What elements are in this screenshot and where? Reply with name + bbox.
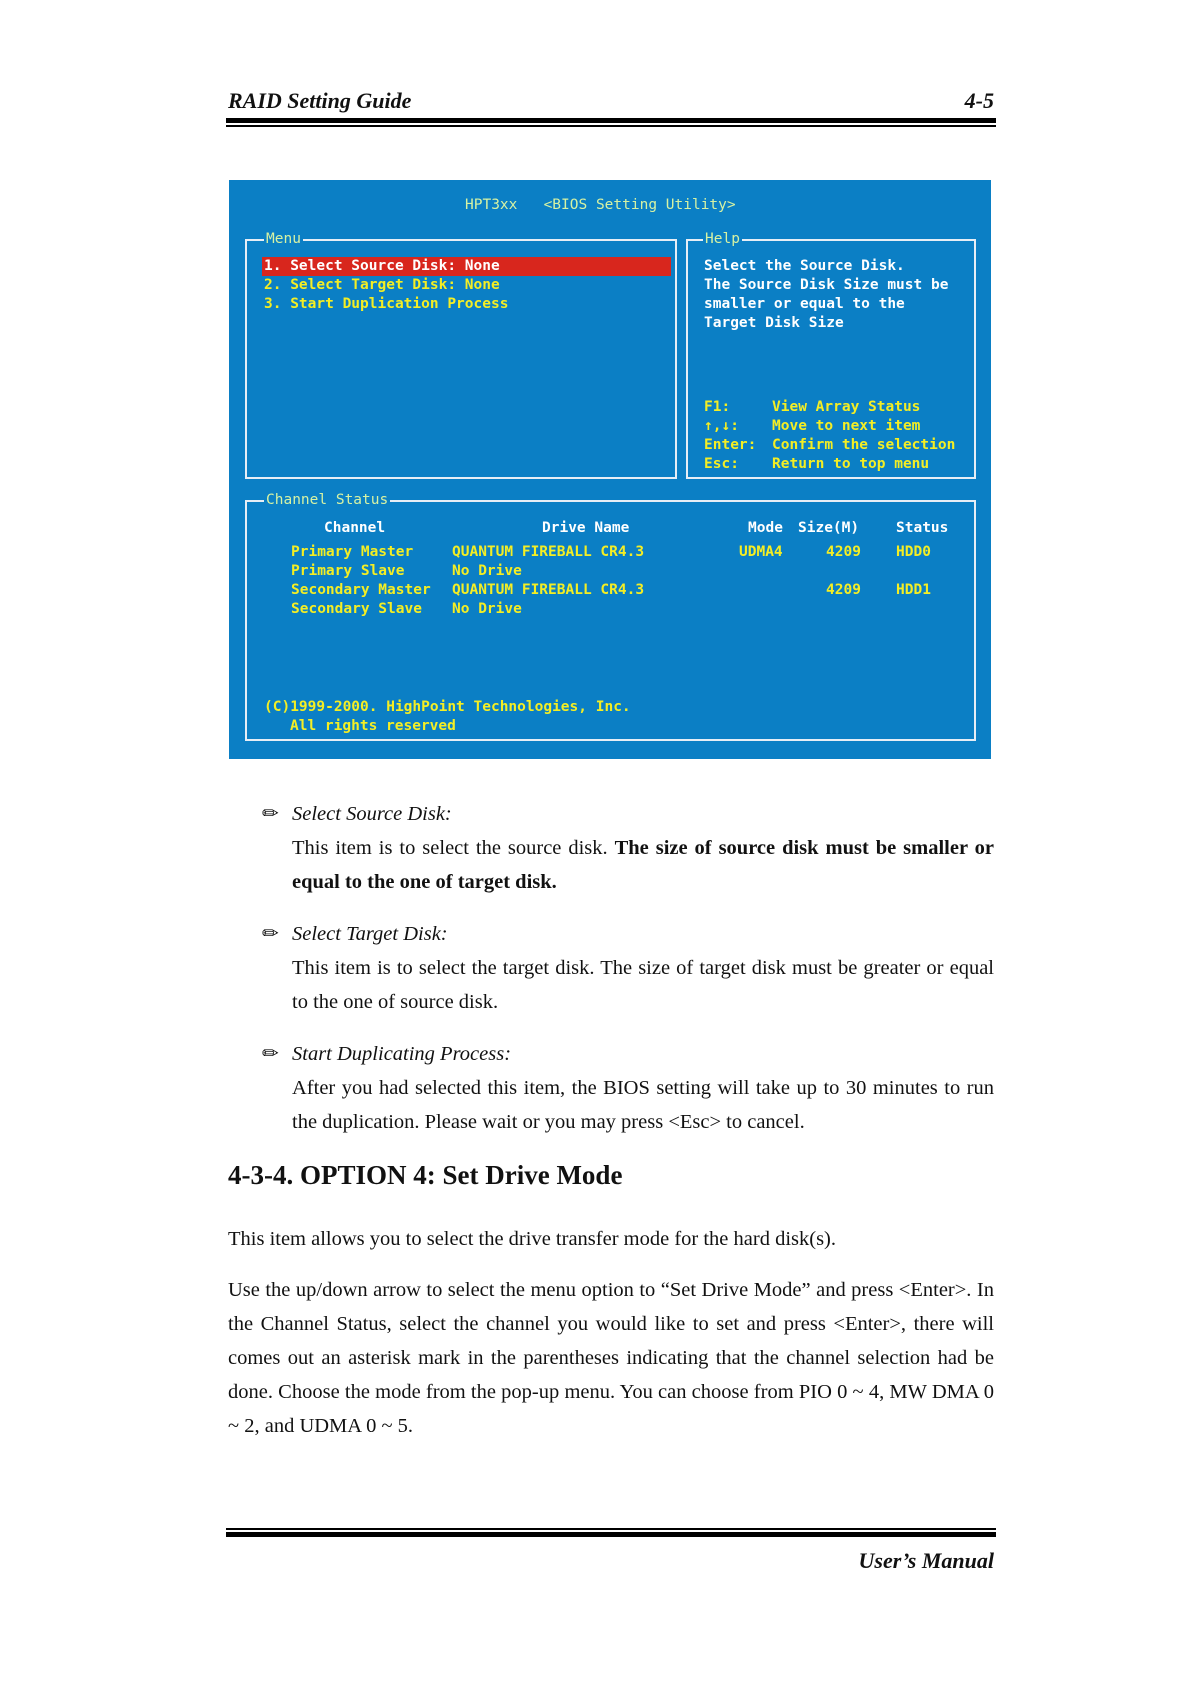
help-line: Target Disk Size <box>704 315 844 331</box>
menu-item-select-target[interactable]: 2. Select Target Disk: None <box>264 277 500 293</box>
pencil-icon: ✏ <box>262 803 279 825</box>
item-description <box>292 831 994 899</box>
help-box-label: Help <box>705 231 740 247</box>
drive-name: No Drive <box>452 601 522 617</box>
copyright-line: (C)1999-2000. HighPoint Technologies, Inc. <box>264 699 631 715</box>
item-description-plain: This item is to select the source disk. <box>292 837 615 859</box>
key-esc-desc: Return to top menu <box>772 456 930 472</box>
drive-status: HDD0 <box>896 544 931 560</box>
channel-name: Primary Slave <box>291 563 405 579</box>
key-enter: Enter: <box>704 437 757 453</box>
pencil-icon: ✏ <box>262 1043 279 1065</box>
drive-size: 4209 <box>826 544 861 560</box>
drive-status: HDD1 <box>896 582 931 598</box>
channel-name: Primary Master <box>291 544 414 560</box>
rights-line: All rights reserved <box>290 718 456 734</box>
section-paragraph-1: This item allows you to select the drive transfer mode for the hard disk(s). <box>228 1228 837 1250</box>
footer-rule-thin <box>226 1528 996 1530</box>
col-header-status: Status <box>896 520 949 536</box>
drive-mode: UDMA4 <box>739 544 783 560</box>
col-header-channel: Channel <box>324 520 386 536</box>
page-number: 4-5 <box>964 88 994 113</box>
header-title: RAID Setting Guide <box>228 88 412 113</box>
item-title: Select Target Disk: <box>292 923 448 945</box>
drive-name: QUANTUM FIREBALL CR4.3 <box>452 582 645 598</box>
item-title: Start Duplicating Process: <box>292 1043 512 1065</box>
col-header-size: Size(M) <box>798 520 860 536</box>
key-arrows-desc: Move to next item <box>772 418 921 434</box>
menu-item-select-source[interactable]: 1. Select Source Disk: None <box>264 258 500 274</box>
col-header-mode: Mode <box>748 520 783 536</box>
drive-name: QUANTUM FIREBALL CR4.3 <box>452 544 645 560</box>
channel-name: Secondary Slave <box>291 601 422 617</box>
item-select-target-disk <box>262 917 994 1021</box>
header-rule-thick <box>226 118 996 123</box>
page-header <box>228 88 994 114</box>
footer-rule-thick <box>226 1532 996 1537</box>
drive-size: 4209 <box>826 582 861 598</box>
item-start-duplicating-process <box>262 1037 994 1141</box>
item-description: After you had selected this item, the BIOS setting will take up to 30 minutes to run the duplication. Please wait or you may press <Esc> to cancel. <box>292 1077 994 1133</box>
col-header-drive: Drive Name <box>542 520 630 536</box>
help-line: smaller or equal to the <box>704 296 905 312</box>
key-arrows: ↑,↓: <box>704 418 739 434</box>
footer-text: User’s Manual <box>858 1548 994 1573</box>
menu-item-start-duplication[interactable]: 3. Start Duplication Process <box>264 296 509 312</box>
key-esc: Esc: <box>704 456 739 472</box>
key-f1-desc: View Array Status <box>772 399 921 415</box>
bios-title: HPT3xx <BIOS Setting Utility> <box>465 197 736 213</box>
item-description: This item is to select the target disk. The size of target disk must be greater or equal to the one of source disk. <box>292 957 994 1013</box>
section-heading: 4-3-4. OPTION 4: Set Drive Mode <box>228 1160 623 1190</box>
item-title: Select Source Disk: <box>292 803 452 825</box>
bios-screenshot <box>229 180 991 759</box>
key-enter-desc: Confirm the selection <box>772 437 956 453</box>
help-line: Select the Source Disk. <box>704 258 905 274</box>
section-paragraph-2: Use the up/down arrow to select the menu option to “Set Drive Mode” and press <Enter>. In the Channel Status, select the channel you would like to set and press <Enter>, there will comes out an asterisk mark in the parentheses indicating that the channel selection had be done. Choose the mode from the pop-up menu. You can choose from PIO 0 ~ 4, MW DMA 0 ~ 2, and UDMA 0 ~ 5. <box>228 1279 994 1437</box>
menu-box-label: Menu <box>266 231 301 247</box>
key-f1: F1: <box>704 399 731 415</box>
item-description-bold: The size of source disk must be smaller or equal to the one of target disk. <box>292 837 995 893</box>
pencil-icon: ✏ <box>262 923 279 945</box>
channel-status-label: Channel Status <box>266 492 389 508</box>
help-line: The Source Disk Size must be <box>704 277 949 293</box>
channel-name: Secondary Master <box>291 582 431 598</box>
drive-name: No Drive <box>452 563 522 579</box>
item-select-source-disk <box>262 797 994 901</box>
header-rule-thin <box>226 125 996 127</box>
